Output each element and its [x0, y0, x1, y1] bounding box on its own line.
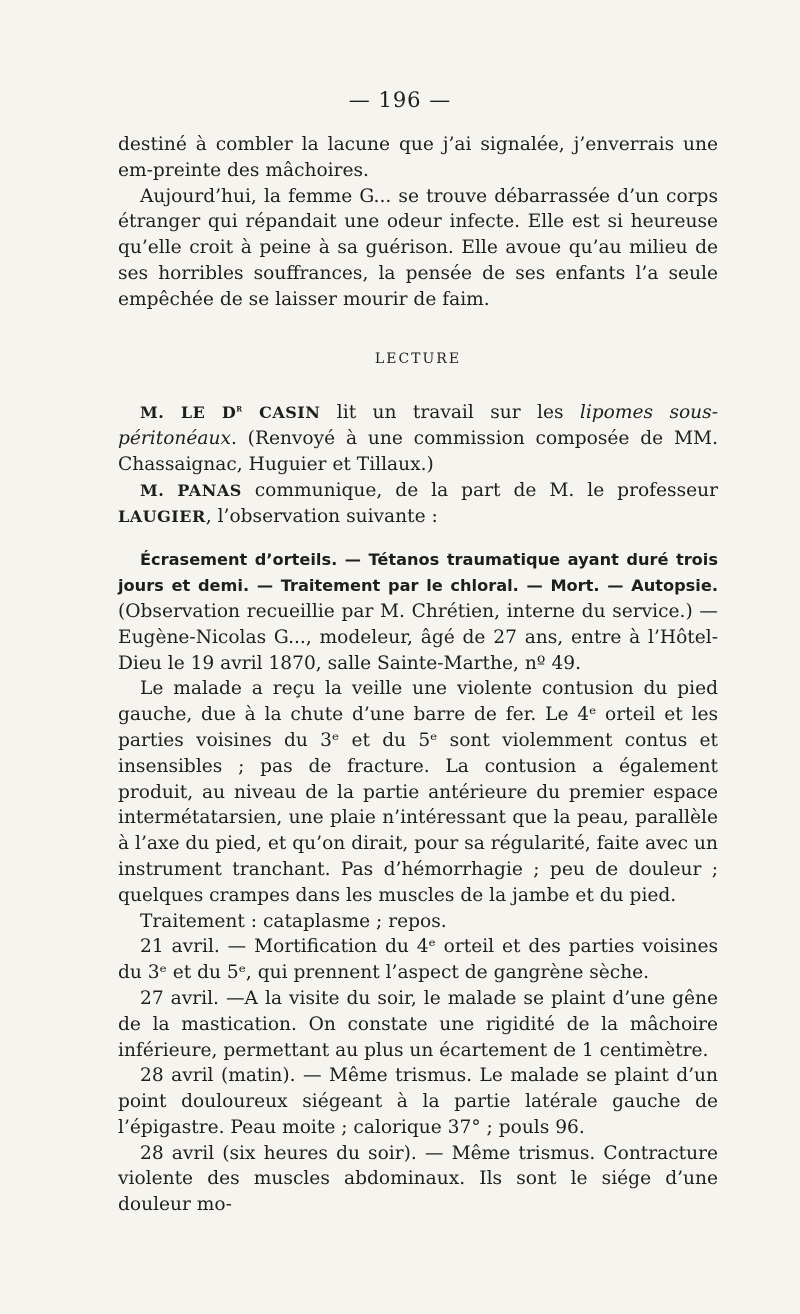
professor-name: LAUGIER — [118, 506, 206, 526]
paragraph-11: 28 avril (six heures du soir). — Même trismus. Contracture violente des muscles abdominaux. Ils sont le siége d’une douleur mo- — [118, 1142, 718, 1216]
work-title: lipomes sous-péritonéaux — [118, 402, 718, 450]
paragraph-panas: M. PANAS communique, de la part de M. le professeur LAUGIER, l’observation suivante : — [118, 479, 718, 527]
observation-title-paragraph: Écrasement d’orteils. — Tétanos traumatique ayant duré trois jours et demi. — Traitement par le chloral. — Mort. — Autopsie. (Observation recueillie par M. Chrétien, interne du service.) — Eugène-Nicolas G..., modeleur, âgé de 27 ans, entre à l’Hôtel-Dieu le 19 avril 1870, salle Sainte-Marthe, nº 49. — [118, 550, 718, 674]
paragraph-1: destiné à combler la lacune que j’ai signalée, j’enverrais une em-preinte des mâchoires. — [118, 134, 718, 181]
speaker: M. PANAS — [140, 480, 242, 500]
observation-title: Écrasement d’orteils. — Tétanos traumatique ayant duré trois jours et demi. — Traitement par le chloral. — Mort. — Autopsie. — [118, 550, 718, 596]
paragraph-casin: M. LE $D^r$ CASIN lit un travail sur les lipomes sous-péritonéaux. (Renvoyé à une commission composée de MM. Chassaignac, Huguier et Tillaux.) — [118, 402, 718, 475]
paragraph-6: Le malade a reçu la veille une violente contusion du pied gauche, due à la chute d’une barre de fer. Le 4ᵉ orteil et les parties voisines du 3ᵉ et du 5ᵉ sont violemment contus et insensibles ; pas de fracture. La contusion a également produit, au niveau de la partie antérieure du premier espace intermétatarsien, une plaie n’intéressant que la peau, parallèle à l’axe du pied, et qu’on dirait, pour sa régularité, faite avec un instrument tranchant. Pas d’hémorrhagie ; peu de douleur ; quelques crampes dans les muscles de la jambe et du pied. — [118, 678, 718, 906]
speaker: M. LE $D^r$ CASIN — [140, 403, 321, 423]
paragraph-8: 21 avril. — Mortification du 4ᵉ orteil et des parties voisines du 3ᵉ et du 5ᵉ, qui prennent l’aspect de gangrène sèche. — [118, 936, 718, 984]
paragraph-9: 27 avril. —A la visite du soir, le malade se plaint d’une gêne de la mastication. On constate une rigidité de la mâchoire inférieure, permettant au plus un écartement de 1 centimètre. — [118, 987, 718, 1061]
paragraph-2: Aujourd’hui, la femme G... se trouve débarrassée d’un corps étranger qui répandait une odeur infecte. Elle est si heureuse qu’elle croit à peine à sa guérison. Elle avoue qu’au milieu de ses horribles souffrances, la pensée de ses enfants l’a seule empêchée de se laisser mourir de faim. — [118, 185, 718, 310]
paragraph-7: Traitement : cataplasme ; repos. — [140, 910, 447, 932]
page-number: — 196 — — [348, 88, 452, 112]
paragraph-10: 28 avril (matin). — Même trismus. Le malade se plaint d’un point douloureux siégeant à la partie latérale gauche de l’épigastre. Peau moite ; calorique 37° ; pouls 96. — [118, 1065, 718, 1138]
section-title: LECTURE — [374, 350, 462, 367]
